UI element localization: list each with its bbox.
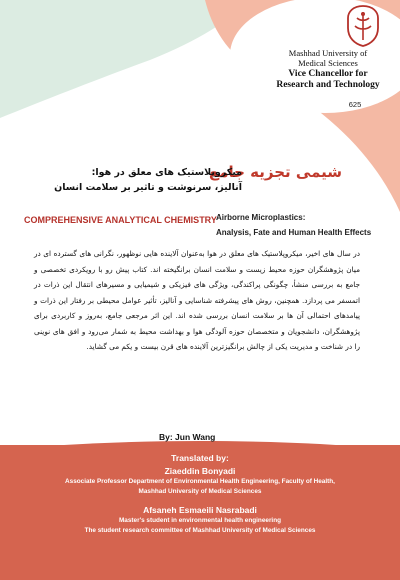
translated-by-label: Translated by:	[171, 453, 229, 463]
english-series-title: COMPREHENSIVE ANALYTICAL CHEMISTRY	[24, 215, 217, 225]
university-emblem-icon	[343, 4, 383, 48]
translator1-name: Ziaeddin Bonyadi	[164, 466, 236, 476]
translator1-role-line2: Mashhad University of Medical Sciences	[138, 488, 262, 495]
persian-subtitle-line1: میکروپلاستیک های معلق در هوا:	[91, 167, 242, 178]
university-name-block	[268, 48, 388, 91]
office-name-line1: Vice Chancellor for	[288, 69, 368, 79]
translator2-name: Afsaneh Esmaeili Nasrabadi	[143, 505, 257, 515]
translator2-role-line2: The student research committee of Mashhad University of Medical Sciences	[84, 527, 316, 534]
translator2-role-line1: Master's student in environmental health engineering	[118, 517, 282, 524]
english-subtitle-line1: Airborne Microplastics:	[216, 213, 306, 222]
author-line: By: Jun Wang	[159, 432, 216, 442]
persian-subtitle-line2: آنالیز، سرنوشت و تاثیر بر سلامت انسان	[54, 182, 242, 193]
persian-abstract: در سال های اخیر، میکروپلاستیک های معلق در هوا به‌عنوان آلاینده هایی نوظهور، نگرانی های گسترده ای در میان پژوهشگران حوزه محیط زیست و سلامت انسان برانگیخته اند. کتاب پیش رو با رویکردی تخصصی و جامع به بررسی منشأ، چگونگی پراکندگی، ویژگی های فیزیکی و شیمیایی و مسیرهای انتقال این ذرات در اتمسفر می پردازد. همچنین، روش های پیشرفته شناسایی و آنالیز، تأثیر عوامل محیطی بر رفتار این ذرات و پیامدهای احتمالی آن ها بر سلامت انسان بررسی شده اند. این اثر مرجعی جامع، به‌روز و کاربردی برای پژوهشگران، دانشجویان و متخصصان حوزه آلودگی هوا و بهداشت محیط به شمار می‌رود و افق های نوینی را در شناخت و مدیریت یکی از چالش برانگیزترین آلاینده های قرن بیست و یکم می گشاید.	[34, 249, 360, 351]
translator1-role-line1: Associate Professor Department of Environmental Health Engineering, Faculty of Health,	[65, 478, 335, 485]
page-number: 625	[348, 100, 362, 109]
university-name-line2: Medical Sciences	[298, 58, 358, 68]
office-name-line2: Research and Technology	[276, 80, 380, 90]
english-subtitle-line2: Analysis, Fate and Human Health Effects	[216, 228, 372, 237]
persian-series-title: شیمی تجزیه جامع	[208, 163, 342, 181]
university-name-line1: Mashhad University of	[288, 48, 368, 58]
english-subtitle	[216, 210, 371, 240]
